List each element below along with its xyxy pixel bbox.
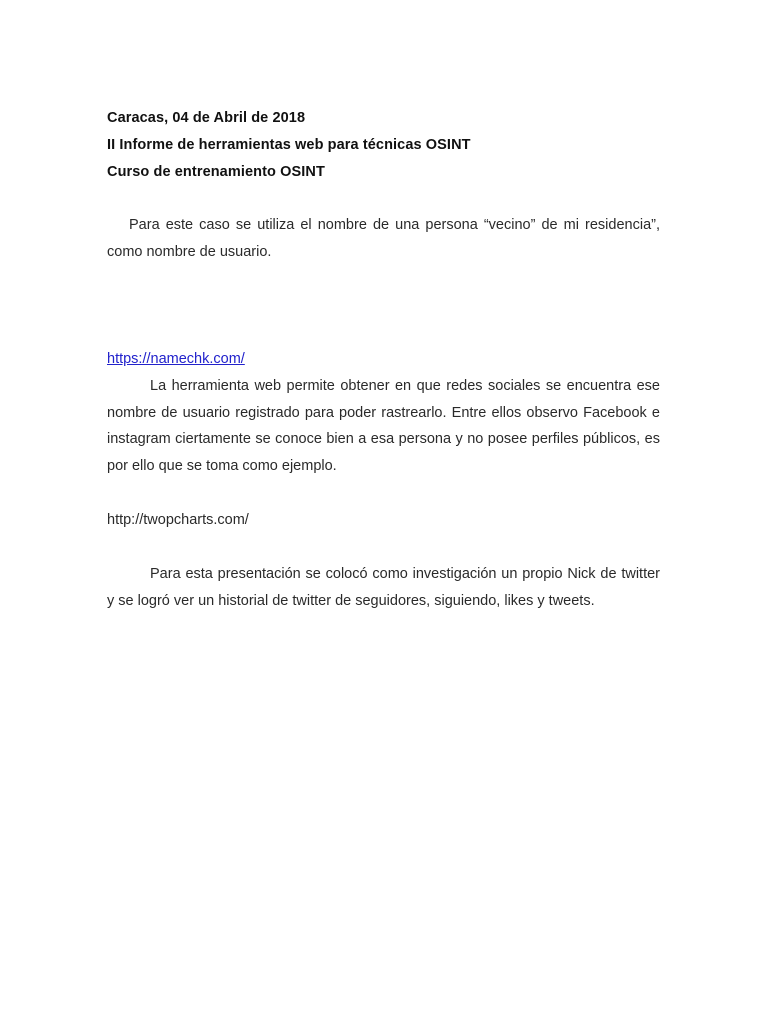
twopcharts-url: http://twopcharts.com/ — [107, 512, 249, 528]
date-line: Caracas, 04 de Abril de 2018 — [107, 110, 306, 126]
namechk-link[interactable]: https://namechk.com/ — [107, 351, 245, 367]
report-title: II Informe de herramientas web para técnicas OSINT — [107, 137, 471, 153]
intro-paragraph: Para este caso se utiliza el nombre de una persona “vecino” de mi residencia”, como nombre de usuario. — [107, 217, 660, 260]
course-title: Curso de entrenamiento OSINT — [107, 164, 325, 180]
twopcharts-paragraph: Para esta presentación se colocó como investigación un propio Nick de twitter y se logró ver un historial de twitter de seguidores, siguiendo, likes y tweets. — [107, 566, 660, 609]
namechk-paragraph: La herramienta web permite obtener en que redes sociales se encuentra ese nombre de usuario registrado para poder rastrearlo. Entre ellos observo Facebook e instagram ciertamente se conoce bien a esa persona y no posee perfiles públicos, es por ello que se toma como ejemplo. — [107, 378, 660, 474]
